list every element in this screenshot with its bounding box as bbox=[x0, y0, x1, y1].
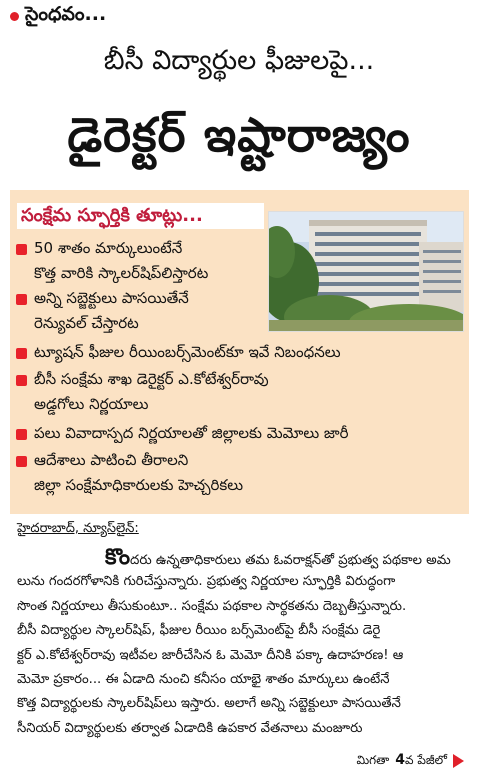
bullet-text: పలు వివాదాస్పద నిర్ణయాలతో జిల్లాలకు మెమోలు జారీ bbox=[34, 424, 349, 442]
article-line: బీసీ విద్యార్థుల స్కాలర్‌షిప్, ఫీజుల రీయిం బర్స్‌మెంట్‌పై బీసీ సంక్షేమ డెరై bbox=[17, 623, 381, 639]
bullet-text: 50 శాతం మార్కులుంటేనే bbox=[34, 239, 183, 257]
highlights-box bbox=[10, 190, 469, 514]
article-line: క్టర్ ఎ.కోటేశ్వర్‌రావు ఇటీవల జారీచేసిన ఓ మెమో దీనికి పక్కా ఉదాహరణ! ఆ bbox=[17, 647, 404, 663]
list-item bbox=[16, 236, 208, 286]
bullet-icon bbox=[16, 375, 27, 386]
list-item bbox=[16, 448, 243, 498]
drop-cap: కొం bbox=[105, 546, 131, 570]
list-item bbox=[16, 421, 349, 446]
bullet-text: ఆదేశాలు పాటించి తీరాలని bbox=[34, 451, 189, 469]
kicker-text: సైంధవం... bbox=[25, 2, 107, 25]
bullet-icon bbox=[16, 244, 27, 255]
subheadline: బీసీ విద్యార్థుల ఫీజులపై... bbox=[103, 45, 375, 76]
article-text: దరు ఉన్నతాధికారులు తమ ఓవరాక్షన్‌తో ప్రభుత్వ పథకాల అమ bbox=[130, 553, 451, 568]
dateline: హైదరాబాద్, న్యూస్‌లైన్: bbox=[17, 521, 139, 536]
article-line bbox=[17, 546, 473, 570]
kicker bbox=[10, 4, 106, 28]
bullet-text: ట్యూషన్ ఫీజుల రీయింబర్స్‌మెంట్‌కూ ఇవే నిబంధనలు bbox=[34, 343, 341, 361]
article-line: కొత్త విద్యార్థులకు స్కాలర్‌షిప్‌లు ఇస్తారు. అలాగే అన్ని సబ్జెక్టులూ పాసయితేనే bbox=[17, 696, 401, 712]
bullet-icon bbox=[16, 429, 27, 440]
bullet-text: అడ్డగోలు నిర్ణయాలు bbox=[34, 395, 149, 413]
play-arrow-icon bbox=[453, 754, 464, 768]
office-building-photo bbox=[268, 211, 464, 332]
bullet-icon bbox=[16, 294, 27, 305]
bullet-text: కొత్త వారికి స్కాలర్‌షిప్‌లిస్తారట bbox=[34, 264, 209, 282]
list-item bbox=[16, 286, 189, 336]
continued-prefix: మిగతా bbox=[356, 752, 390, 767]
bullet-icon bbox=[16, 456, 27, 467]
bullet-text: బీసీ సంక్షేమ శాఖ డెరైక్టర్ ఎ.కోటేశ్వర్‌రావు bbox=[34, 370, 269, 388]
bullet-text: రెన్యువల్ చేస్తారట bbox=[34, 314, 139, 332]
continued-on-page bbox=[356, 752, 464, 770]
list-item bbox=[16, 367, 269, 417]
article-line: లును గందరగోళానికి గురిచేస్తున్నారు. ప్రభుత్వ నిర్ణయాల స్ఫూర్తికి విరుద్ధంగా bbox=[17, 574, 396, 590]
bullet-text: జిల్లా సంక్షేమాధికారులకు హెచ్చరికలు bbox=[34, 476, 244, 494]
article-line: సొంత నిర్ణయాలు తీసుకుంటూ.. సంక్షేమ పథకాల సార్థకతను దెబ్బతీస్తున్నారు. bbox=[17, 598, 407, 614]
headline: డైరెక్టర్ ఇష్టారాజ్యం bbox=[67, 108, 411, 163]
article-body bbox=[17, 546, 473, 741]
article-line: సీనియర్ విద్యార్థులకు తర్వాత ఏడాదికి ఉపకార వేతనాలు మంజూరు bbox=[17, 720, 363, 736]
bullet-icon bbox=[16, 348, 27, 359]
list-item bbox=[16, 340, 341, 365]
continued-page-number: 4 bbox=[395, 752, 405, 768]
highlights-title: సంక్షేమ స్ఫూర్తికి తూట్లు... bbox=[17, 203, 264, 229]
article-line: మెమో ప్రకారం... ఈ ఏడాది నుంచి కనీసం యాభై శాతం మార్కులు ఉంటేనే bbox=[17, 671, 390, 687]
continued-suffix: వ పేజీలో bbox=[405, 753, 447, 767]
red-dot-icon bbox=[10, 12, 19, 21]
bullet-text: అన్ని సబ్జెక్టులు పాసయితేనే bbox=[34, 289, 189, 307]
